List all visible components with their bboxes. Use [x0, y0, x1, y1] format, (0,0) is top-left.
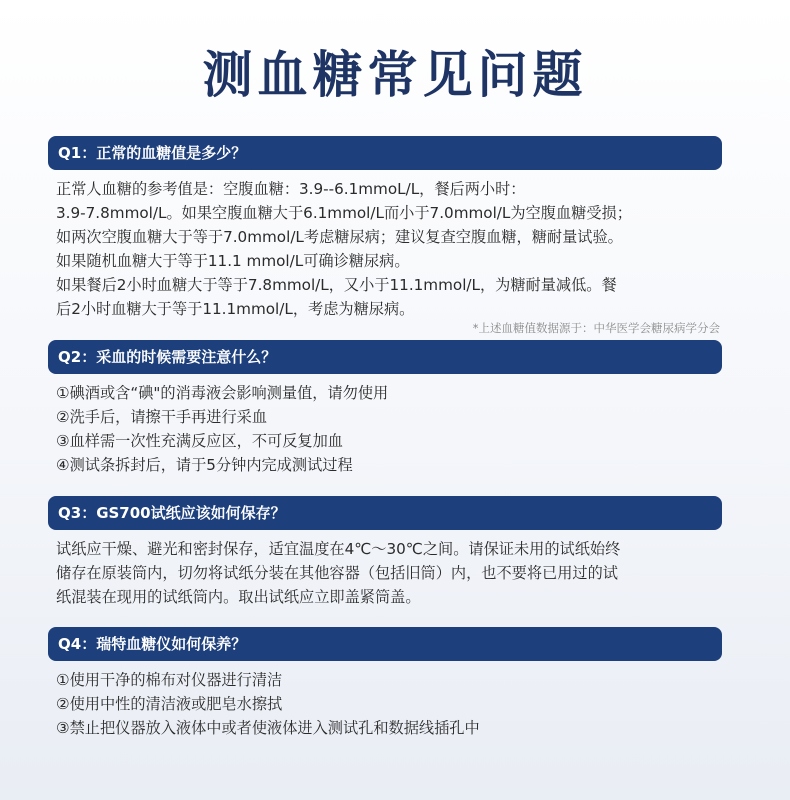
source-note: *上述血糖值数据源于：中华医学会糖尿病学分会: [472, 321, 720, 335]
answer-line: 如果随机血糖大于等于11.1 mmol/L可确诊糖尿病。: [56, 252, 410, 270]
qa-section-q1: [48, 136, 722, 335]
answer-q4: [48, 668, 722, 740]
answer-line: ①使用干净的棉布对仪器进行清洁: [56, 671, 283, 689]
qa-section-q4: [48, 627, 722, 740]
answer-line: 后2小时血糖大于等于11.1mmol/L，考虑为糖尿病。: [56, 300, 415, 318]
answer-line: 如两次空腹血糖大于等于7.0mmol/L考虑糖尿病；建议复查空腹血糖，糖耐量试验。: [56, 228, 623, 246]
answer-line: ①碘酒或含“碘"的消毒液会影响测量值，请勿使用: [56, 384, 389, 402]
answer-line: ②使用中性的清洁液或肥皂水擦拭: [56, 695, 283, 713]
answer-line: ②洗手后，请擦干手再进行采血: [56, 408, 268, 426]
answer-line: 3.9-7.8mmol/L。如果空腹血糖大于6.1mmol/L而小于7.0mmol/L为空腹血糖受损；: [56, 204, 632, 222]
answer-q2: [48, 381, 722, 477]
answer-line: 试纸应干燥、避光和密封保存，适宜温度在4℃～30℃之间。请保证未用的试纸始终: [56, 540, 621, 558]
answer-q1: [48, 177, 722, 321]
qa-section-q2: [48, 340, 722, 477]
page-title: 测血糖常见问题: [202, 46, 588, 104]
answer-line: ③禁止把仪器放入液体中或者使液体进入测试孔和数据线插孔中: [56, 719, 480, 737]
answer-line: ③血样需一次性充满反应区，不可反复加血: [56, 432, 343, 450]
question-bar-q4: Q4：瑞特血糖仪如何保养？: [48, 627, 722, 661]
answer-line: 如果餐后2小时血糖大于等于7.8mmol/L，又小于11.1mmol/L，为糖耐量减低。餐: [56, 276, 617, 294]
answer-q3: [48, 537, 722, 609]
question-bar-q3: Q3：GS700试纸应该如何保存？: [48, 496, 722, 530]
answer-line: ④测试条拆封后，请于5分钟内完成测试过程: [56, 456, 353, 474]
answer-line: 纸混装在现用的试纸筒内。取出试纸应立即盖紧筒盖。: [56, 588, 421, 606]
qa-section-q3: [48, 496, 722, 609]
question-bar-q1: Q1：正常的血糖值是多少？: [48, 136, 722, 170]
question-bar-q2: Q2：采血的时候需要注意什么？: [48, 340, 722, 374]
answer-line: 正常人血糖的参考值是：空腹血糖：3.9--6.1mmoL/L，餐后两小时：: [56, 180, 526, 198]
answer-line: 储存在原装筒内，切勿将试纸分装在其他容器（包括旧筒）内，也不要将已用过的试: [56, 564, 618, 582]
